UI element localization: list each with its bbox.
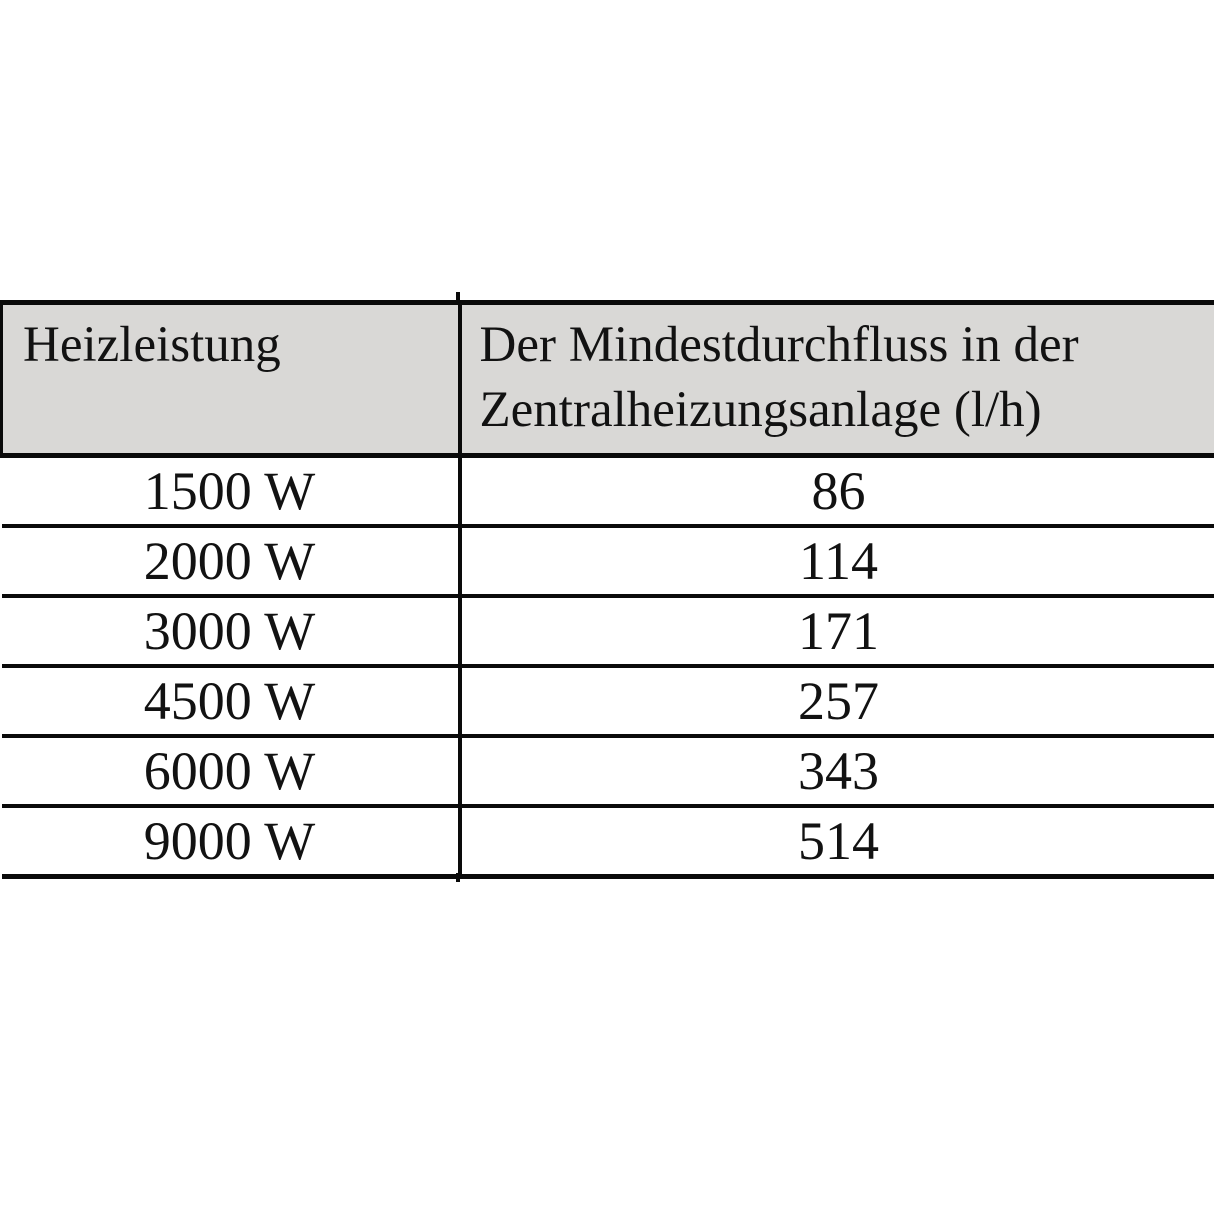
header-row [2,303,1214,456]
cell-heizleistung: 3000 W [2,596,460,666]
cell-heizleistung: 2000 W [2,526,460,596]
cell-mindestdurchfluss: 514 [460,806,1214,877]
cell-heizleistung: 9000 W [2,806,460,877]
column-divider-tail-top [456,292,460,302]
cell-mindestdurchfluss: 343 [460,736,1214,806]
table-row [2,526,1214,596]
cell-heizleistung: 1500 W [2,456,460,527]
table-row [2,736,1214,806]
cell-heizleistung: 4500 W [2,666,460,736]
cell-heizleistung: 6000 W [2,736,460,806]
table-header [2,303,1214,456]
header-cell-heizleistung: Heizleistung [2,303,460,456]
header-cell-mindestdurchfluss: Der Mindestdurchfluss in der Zentralheizungsanlage (l/h) [460,303,1214,456]
table-body [2,456,1214,877]
table-row [2,456,1214,527]
cell-mindestdurchfluss: 171 [460,596,1214,666]
cell-mindestdurchfluss: 86 [460,456,1214,527]
column-divider-tail-bottom [456,873,460,882]
cell-mindestdurchfluss: 114 [460,526,1214,596]
cell-mindestdurchfluss: 257 [460,666,1214,736]
table-row [2,596,1214,666]
table-row [2,666,1214,736]
table-row [2,806,1214,877]
min-flow-table [0,300,1214,879]
